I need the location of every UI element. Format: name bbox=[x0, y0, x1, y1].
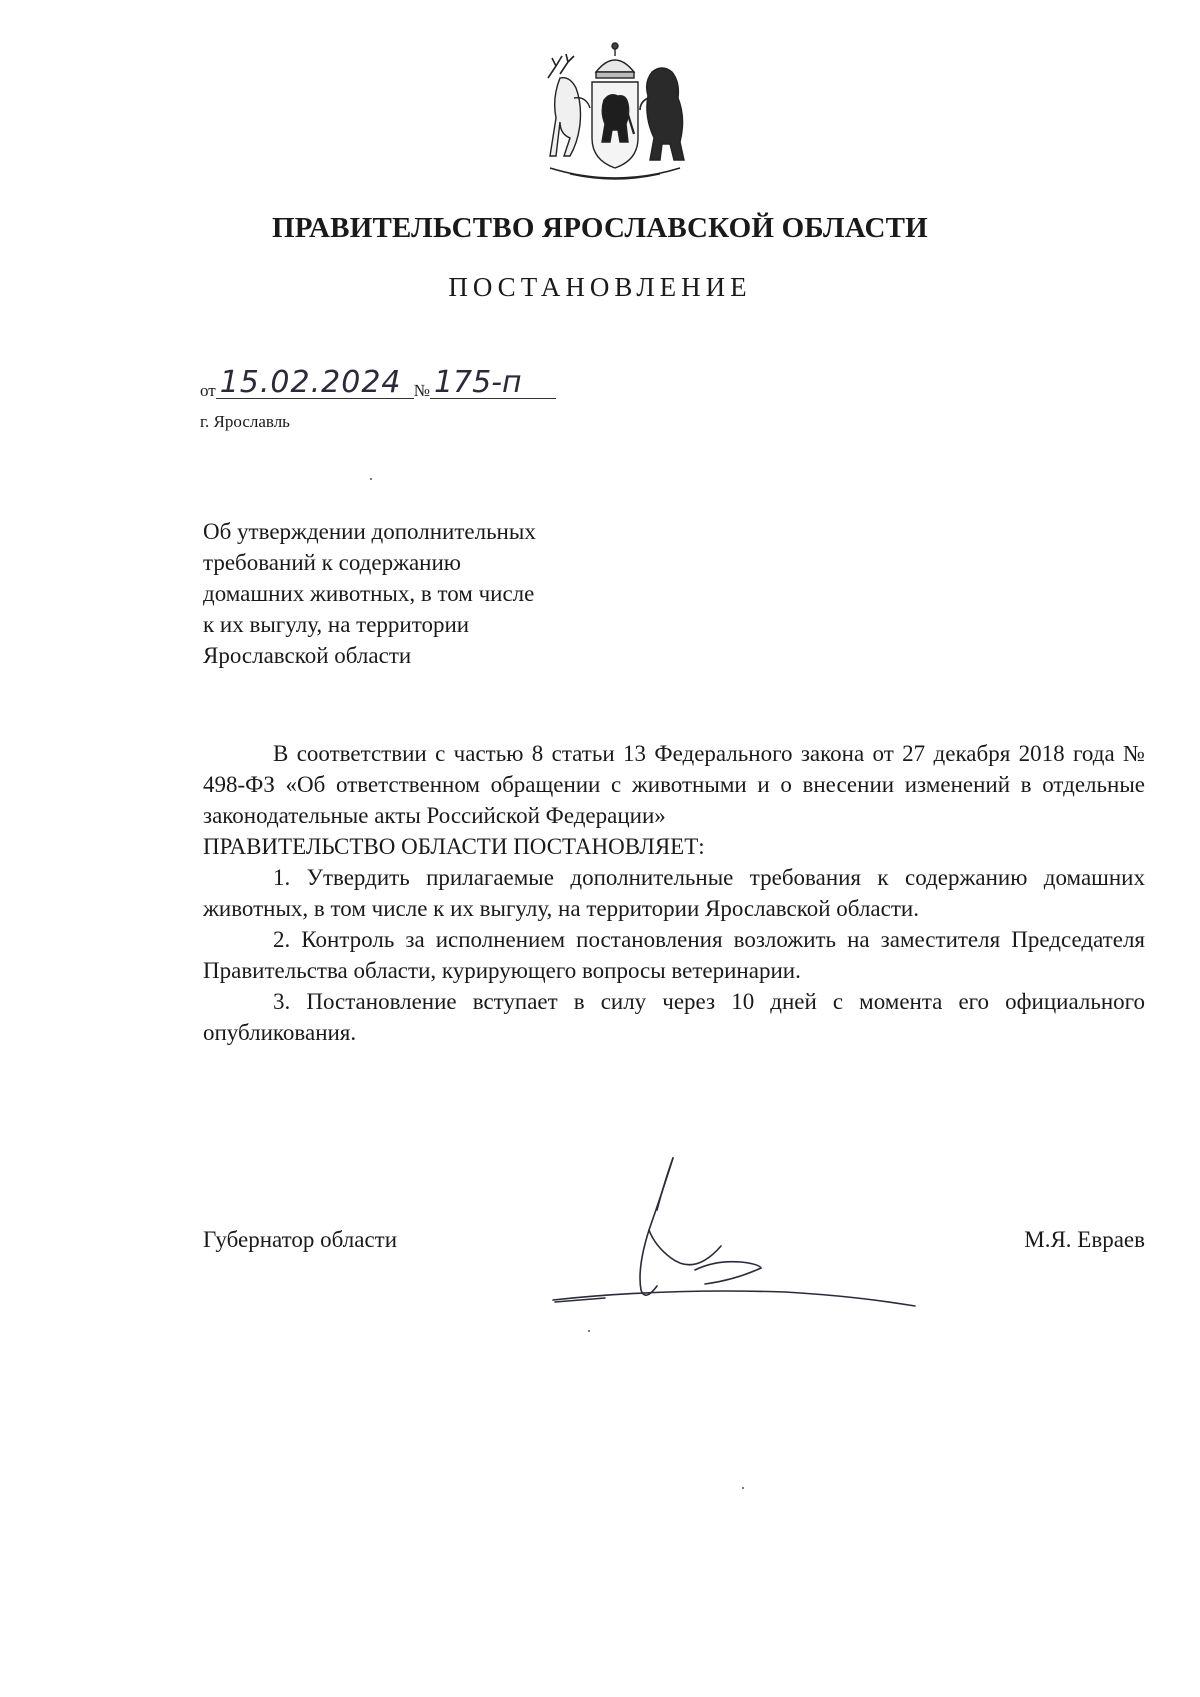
organization-title: ПРАВИТЕЛЬСТВО ЯРОСЛАВСКОЙ ОБЛАСТИ bbox=[272, 212, 928, 244]
subject-line: Об утверждении дополнительных bbox=[203, 519, 536, 544]
subject-line: Ярославской области bbox=[203, 643, 412, 668]
date-prefix: от bbox=[200, 381, 216, 400]
scan-speck bbox=[742, 1487, 744, 1489]
signer-name: М.Я. Евраев bbox=[1024, 1227, 1145, 1252]
resolution-heading: ПРАВИТЕЛЬСТВО ОБЛАСТИ ПОСТАНОВЛЯЕТ: bbox=[203, 834, 705, 859]
subject-line: требований к содержанию bbox=[203, 550, 461, 575]
resolution-item: 3. Постановление вступает в силу через 10 дней с момента его официального опубликования. bbox=[203, 989, 1145, 1045]
preamble-paragraph: В соответствии с частью 8 статьи 13 Федерального закона от 27 декабря 2018 года № 498-ФЗ «Об ответственном обращении с животными и о внесении изменений в отдельные законодательные акты Российской Федерации» bbox=[203, 741, 1145, 828]
document-subject bbox=[203, 516, 623, 671]
document-number: 175-п bbox=[430, 368, 556, 399]
document-body bbox=[203, 738, 1145, 1048]
document-date: 15.02.2024 bbox=[216, 368, 414, 399]
handwritten-signature-icon bbox=[545, 1150, 925, 1315]
registration-line bbox=[200, 365, 556, 401]
scan-speck bbox=[588, 1330, 590, 1332]
resolution-item: 1. Утвердить прилагаемые дополнительные требования к содержанию домашних животных, в том числе к их выгулу, на территории Ярославской области. bbox=[203, 865, 1145, 921]
yaroslavl-coat-of-arms-icon bbox=[530, 38, 700, 188]
city: г. Ярославль bbox=[200, 412, 290, 431]
signer-position: Губернатор области bbox=[203, 1227, 398, 1252]
subject-line: к их выгулу, на территории bbox=[203, 612, 470, 637]
scan-speck bbox=[370, 478, 372, 480]
document-type: ПОСТАНОВЛЕНИЕ bbox=[448, 272, 752, 302]
number-prefix: № bbox=[413, 381, 430, 400]
subject-line: домашних животных, в том числе bbox=[203, 581, 535, 606]
resolution-item: 2. Контроль за исполнением постановления возложить на заместителя Председателя Правительства области, курирующего вопросы ветеринарии. bbox=[203, 927, 1145, 983]
